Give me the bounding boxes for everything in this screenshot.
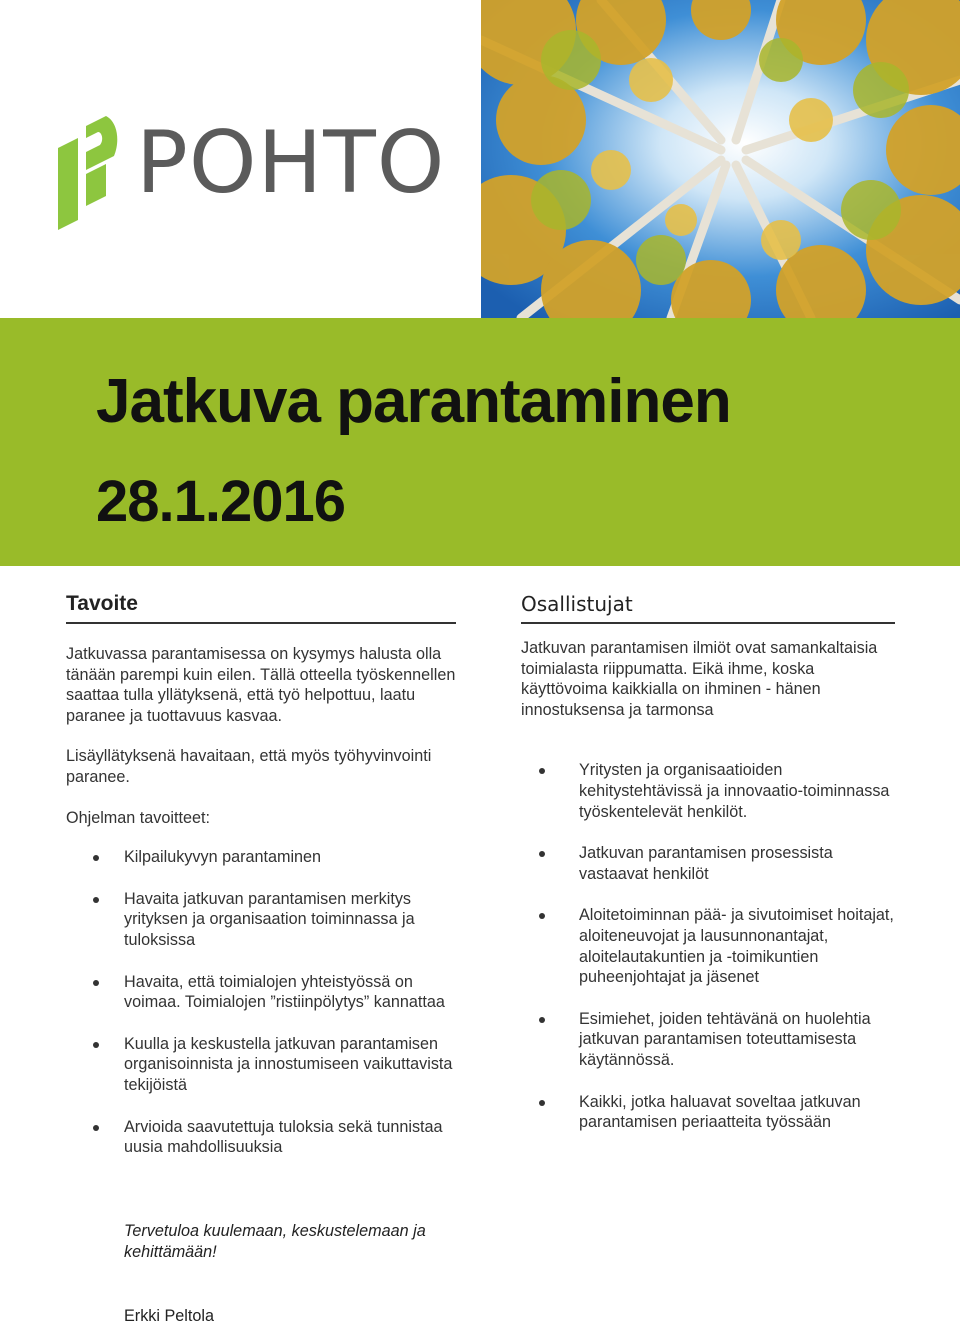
bullet-icon: [539, 768, 545, 774]
list-item: Jatkuvan parantamisen prosessista vastaavat henkilöt: [521, 843, 895, 884]
list-item: Kuulla ja keskustella jatkuvan parantamisen organisoinnista ja innostumiseen vaikuttavista tekijöistä: [66, 1034, 456, 1096]
tree-canopy-image: [481, 0, 960, 318]
list-item: Yritysten ja organisaatioiden kehitystehtävissä ja innovaatio-toiminnassa työskentelevät henkilöt.: [521, 760, 895, 822]
list-item: Kaikki, jotka haluavat soveltaa jatkuvan parantamisen periaatteita työssään: [521, 1092, 895, 1133]
tavoite-paragraph: Jatkuvassa parantamisessa on kysymys halusta olla tänään parempi kuin eilen. Tällä otteella työskennellen saattaa tulla yllätyksenä, että työ helpottuu, laatu paranee ja tuottavuus kasvaa.: [66, 645, 456, 725]
bullet-icon: [93, 1042, 99, 1048]
pohto-leaf-icon: [52, 112, 124, 230]
bullet-icon: [93, 855, 99, 861]
goals-list: [66, 847, 456, 1158]
bullet-icon: [93, 1125, 99, 1131]
signature-name: Erkki Peltola: [124, 1307, 214, 1325]
title-banner: [0, 318, 960, 566]
goals-intro: Ohjelman tavoitteet:: [66, 808, 210, 827]
list-item: Kilpailukyvyn parantaminen: [66, 847, 456, 868]
bullet-icon: [539, 1100, 545, 1106]
osallistujat-heading: Osallistujat: [521, 592, 895, 624]
list-item: Esimiehet, joiden tehtävänä on huolehtia jatkuvan parantamisen toteuttamisesta käytännössä.: [521, 1009, 895, 1071]
page-title: Jatkuva parantaminen: [96, 367, 731, 436]
tavoite-heading: Tavoite: [66, 592, 456, 624]
bullet-icon: [539, 1017, 545, 1023]
event-date: 28.1.2016: [96, 469, 346, 534]
pohto-logo: [52, 112, 446, 230]
left-column: [66, 592, 456, 1179]
logo-wordmark: POHTO: [136, 113, 446, 213]
list-item: Havaita jatkuvan parantamisen merkitys yrityksen ja organisaation toiminnassa ja tuloksissa: [66, 889, 456, 951]
participants-list: [521, 760, 895, 1132]
bullet-icon: [93, 980, 99, 986]
list-item: Havaita, että toimialojen yhteistyössä on voimaa. Toimialojen ”ristiinpölytys” kannattaa: [66, 972, 456, 1013]
bullet-icon: [539, 913, 545, 919]
bullet-icon: [93, 897, 99, 903]
right-column: [521, 592, 895, 1154]
list-item: Aloitetoiminnan pää- ja sivutoimiset hoitajat, aloiteneuvojat ja lausunnonantajat, aloitelautakuntien ja -toimikuntien puheenjohtajat ja jäsenet: [521, 905, 895, 987]
tavoite-paragraph-2: Lisäyllätyksenä havaitaan, että myös työhyvinvointi paranee.: [66, 747, 432, 786]
closing-invitation: Tervetuloa kuulemaan, keskustelemaan ja kehittämään!: [124, 1222, 426, 1261]
participants-intro: Jatkuvan parantamisen ilmiöt ovat samankaltaisia toimialasta riippumatta. Eikä ihme, koska käyttövoima kaikkialla on ihminen - hänen innostuksensa ja tarmonsa: [521, 639, 878, 719]
list-item: Arvioida saavutettuja tuloksia sekä tunnistaa uusia mahdollisuuksia: [66, 1117, 456, 1158]
bullet-icon: [539, 851, 545, 857]
